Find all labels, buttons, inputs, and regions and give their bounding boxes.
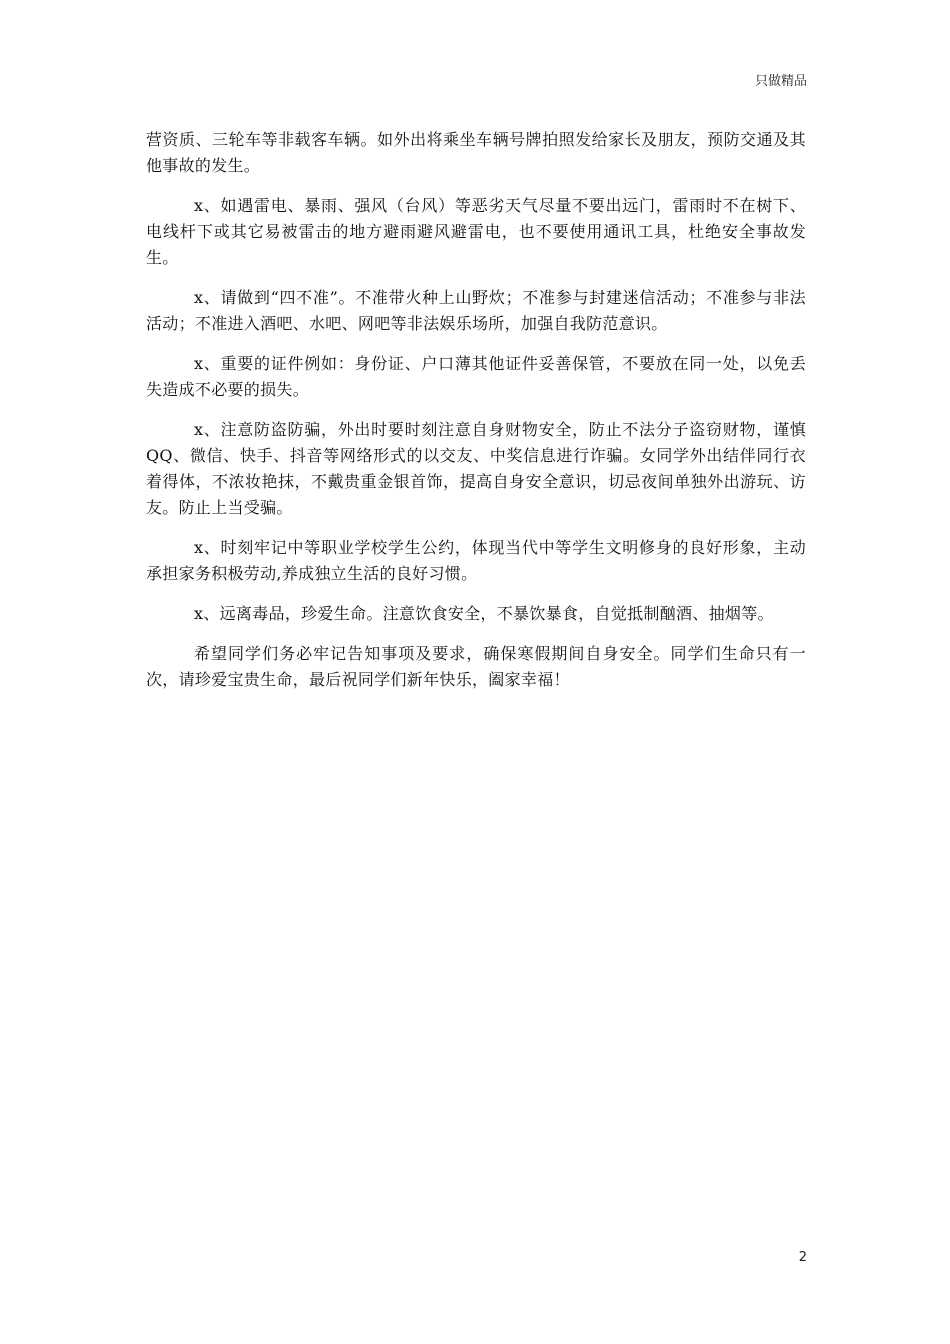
paragraph: 希望同学们务必牢记告知事项及要求，确保寒假期间自身安全。同学们生命只有一次，请珍爱宝贵生命，最后祝同学们新年快乐，阖家幸福！	[146, 644, 806, 689]
paragraph: 营资质、三轮车等非载客车辆。如外出将乘坐车辆号牌拍照发给家长及朋友，预防交通及其他事故的发生。	[146, 130, 806, 175]
page-number: 2	[798, 1250, 807, 1265]
header-note: 只做精品	[754, 74, 807, 89]
paragraph: x、远离毒品，珍爱生命。注意饮食安全，不暴饮暴食，自觉抵制酗酒、抽烟等。	[194, 604, 774, 623]
paragraph: x、注意防盗防骗，外出时要时刻注意自身财物安全，防止不法分子盗窃财物，谨慎QQ、微信、快手、抖音等网络形式的以交友、中奖信息进行诈骗。女同学外出结伴同行衣着得体，不浓妆艳抹，不戴贵重金银首饰，提高自身安全意识，切忌夜间单独外出游玩、访友。防止上当受骗。	[146, 420, 806, 517]
paragraph: x、如遇雷电、暴雨、强风（台风）等恶劣天气尽量不要出远门，雷雨时不在树下、电线杆下或其它易被雷击的地方避雨避风避雷电，也不要使用通讯工具，杜绝安全事故发生。	[146, 196, 806, 267]
paragraph: x、时刻牢记中等职业学校学生公约，体现当代中等学生文明修身的良好形象，主动承担家务积极劳动,养成独立生活的良好习惯。	[146, 538, 806, 583]
paragraph: x、请做到“四不准”。不准带火种上山野炊；不准参与封建迷信活动；不准参与非法活动；不准进入酒吧、水吧、网吧等非法娱乐场所，加强自我防范意识。	[146, 288, 806, 333]
paragraph: x、重要的证件例如：身份证、户口薄其他证件妥善保管，不要放在同一处，以免丢失造成不必要的损失。	[146, 354, 806, 399]
document-body	[146, 127, 806, 707]
